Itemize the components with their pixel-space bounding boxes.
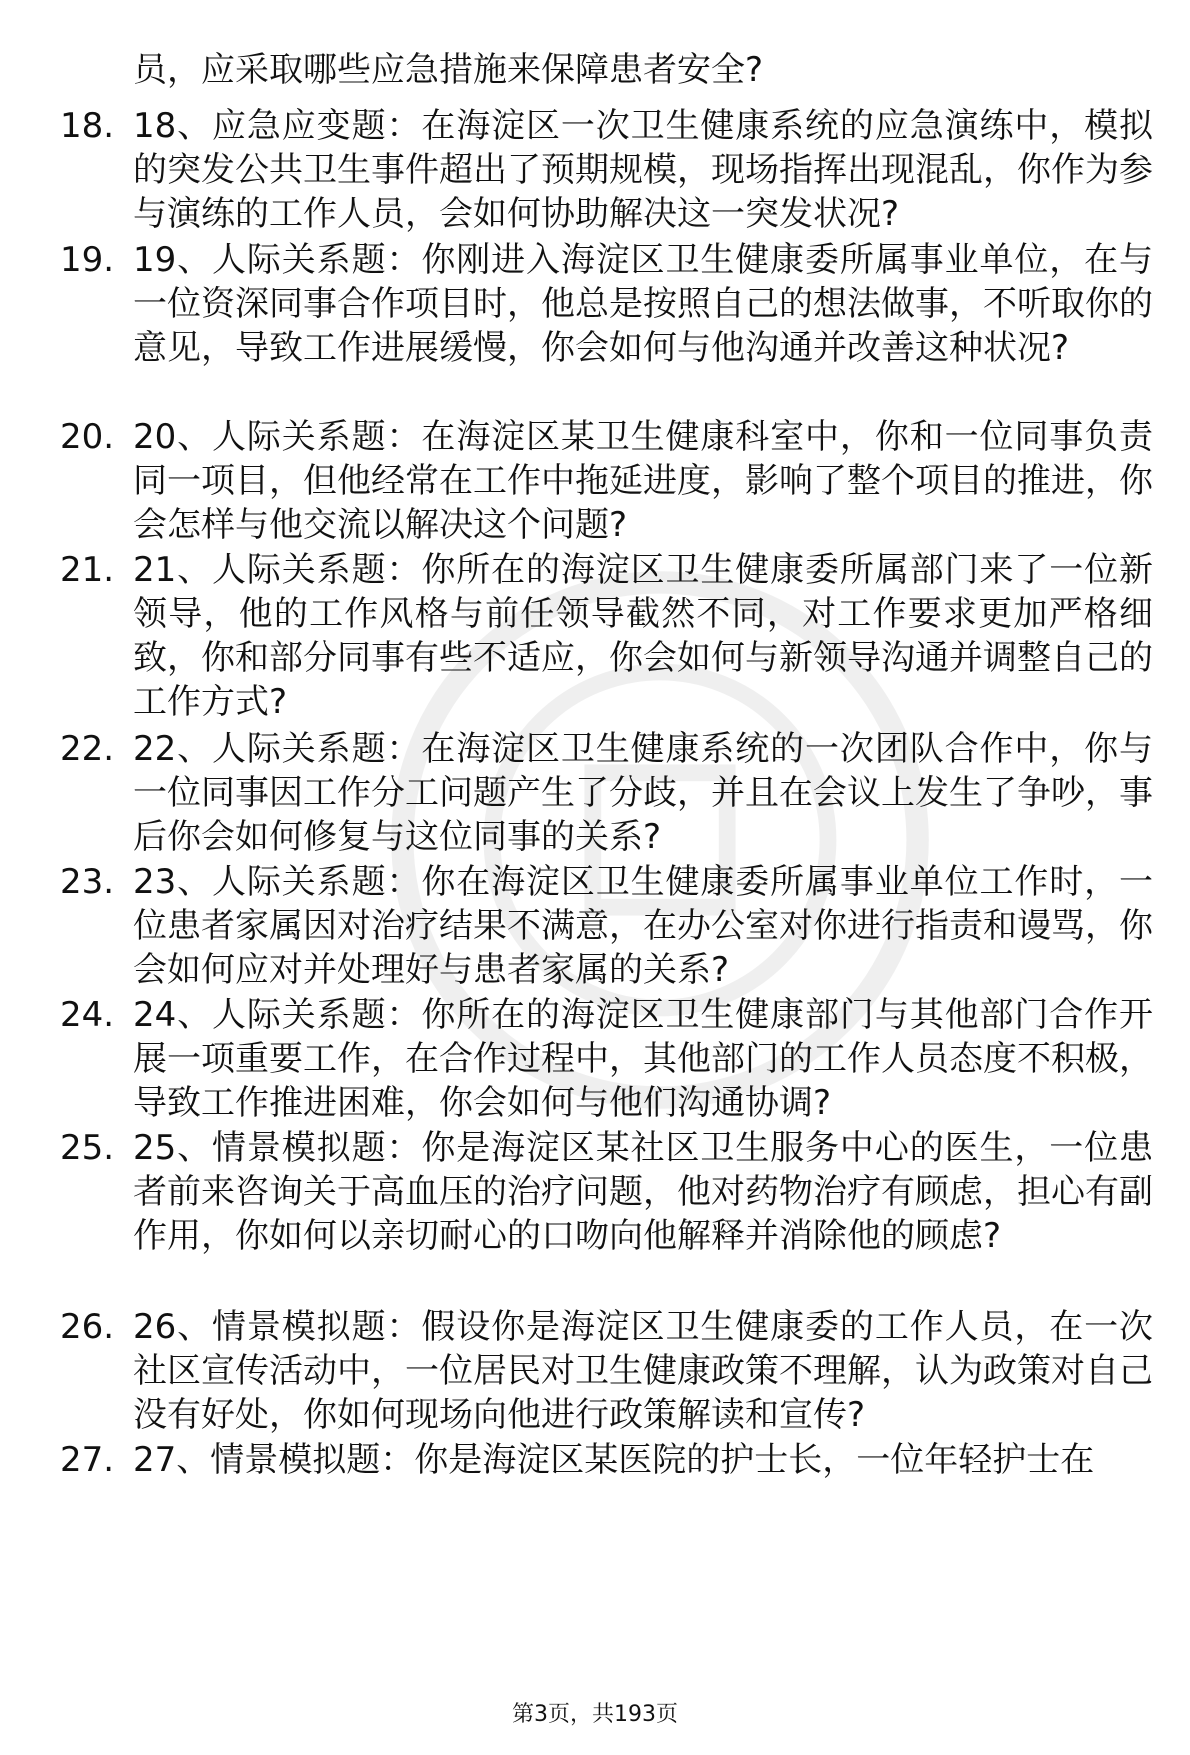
- question-number: 22.: [60, 729, 115, 769]
- question-text: 23、人际关系题：你在海淀区卫生健康委所属事业单位工作时，一位患者家属因对治疗结果不满意，在办公室对你进行指责和谩骂，你会如何应对并处理好与患者家属的关系?: [133, 862, 1153, 990]
- question-text: 26、情景模拟题：假设你是海淀区卫生健康委的工作人员，在一次社区宣传活动中，一位居民对卫生健康政策不理解，认为政策对自己没有好处，你如何现场向他进行政策解读和宣传?: [133, 1307, 1153, 1435]
- question-text: 18、应急应变题：在海淀区一次卫生健康系统的应急演练中，模拟的突发公共卫生事件超出了预期规模，现场指挥出现混乱，你作为参与演练的工作人员，会如何协助解决这一突发状况?: [133, 106, 1153, 234]
- question-item-19: [60, 238, 1160, 370]
- question-number: 23.: [60, 862, 115, 902]
- question-number: 25.: [60, 1128, 115, 1168]
- question-item-25: [60, 1126, 1160, 1258]
- question-item-24: [60, 993, 1160, 1125]
- question-item-21: [60, 548, 1160, 724]
- continuation-text: 员，应采取哪些应急措施来保障患者安全?: [133, 50, 764, 90]
- question-text: 20、人际关系题：在海淀区某卫生健康科室中，你和一位同事负责同一项目，但他经常在工作中拖延进度，影响了整个项目的推进，你会怎样与他交流以解决这个问题?: [133, 417, 1153, 545]
- question-item-23: [60, 860, 1160, 992]
- question-item-27: [60, 1438, 1160, 1482]
- question-number: 19.: [60, 240, 115, 280]
- question-number: 26.: [60, 1307, 115, 1347]
- question-number: 24.: [60, 995, 115, 1035]
- question-item-26: [60, 1305, 1160, 1437]
- question-text: 22、人际关系题：在海淀区卫生健康系统的一次团队合作中，你与一位同事因工作分工问题产生了分歧，并且在会议上发生了争吵，事后你会如何修复与这位同事的关系?: [133, 729, 1153, 857]
- question-number: 18.: [60, 106, 115, 146]
- question-number: 20.: [60, 417, 115, 457]
- question-item-20: [60, 415, 1160, 547]
- question-text: 27、情景模拟题：你是海淀区某医院的护士长，一位年轻护士在: [133, 1440, 1095, 1480]
- question-text: 19、人际关系题：你刚进入海淀区卫生健康委所属事业单位，在与一位资深同事合作项目时，他总是按照自己的想法做事，不听取你的意见，导致工作进展缓慢，你会如何与他沟通并改善这种状况?: [133, 240, 1153, 368]
- question-text: 21、人际关系题：你所在的海淀区卫生健康委所属部门来了一位新领导，他的工作风格与前任领导截然不同，对工作要求更加严格细致，你和部分同事有些不适应，你会如何与新领导沟通并调整自己的工作方式?: [133, 550, 1153, 722]
- page-footer: 第3页，共193页: [512, 1702, 678, 1727]
- question-number: 27.: [60, 1440, 115, 1480]
- question-item-22: [60, 727, 1160, 859]
- question-text: 24、人际关系题：你所在的海淀区卫生健康部门与其他部门合作开展一项重要工作，在合作过程中，其他部门的工作人员态度不积极，导致工作推进困难，你会如何与他们沟通协调?: [133, 995, 1153, 1123]
- question-number: 21.: [60, 550, 115, 590]
- question-text: 25、情景模拟题：你是海淀区某社区卫生服务中心的医生，一位患者前来咨询关于高血压的治疗问题，他对药物治疗有顾虑，担心有副作用，你如何以亲切耐心的口吻向他解释并消除他的顾虑?: [133, 1128, 1153, 1256]
- question-item-18: [60, 104, 1160, 236]
